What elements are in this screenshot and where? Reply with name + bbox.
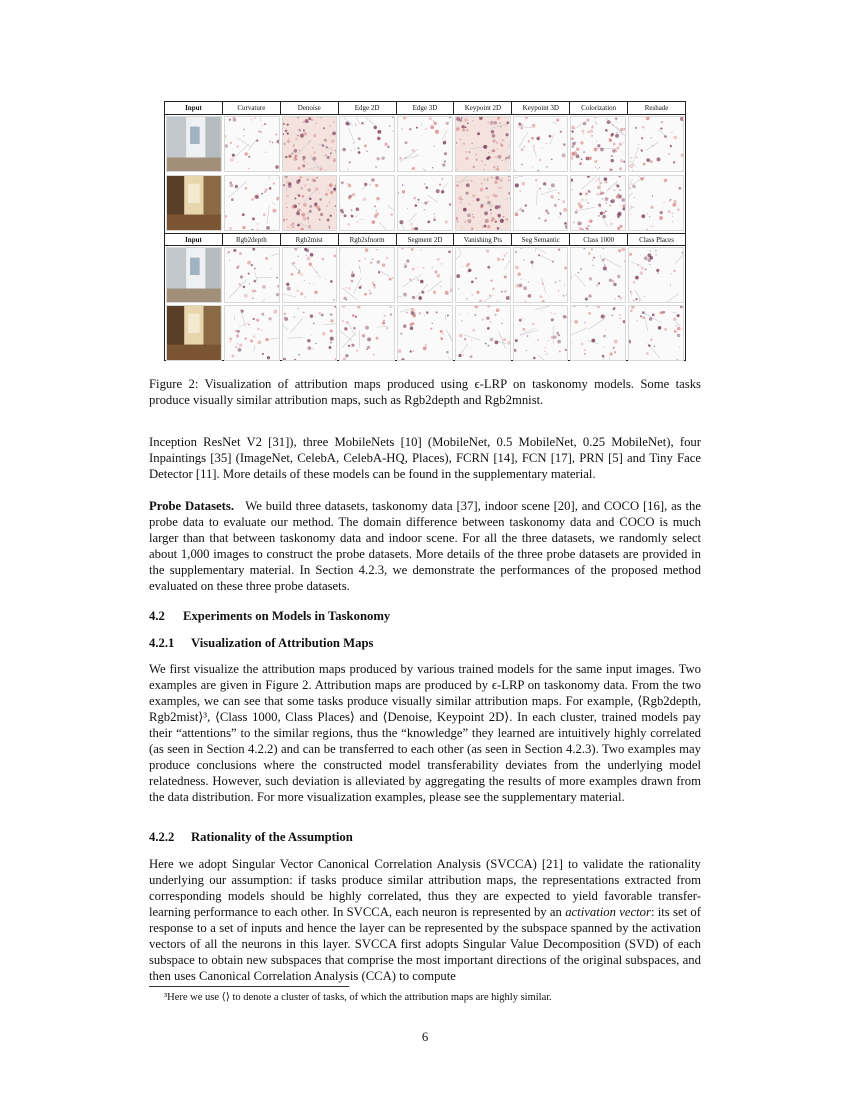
attribution-map	[282, 247, 338, 303]
attribution-map	[513, 247, 569, 303]
figure-column-label: Keypoint 3D	[512, 102, 570, 114]
attribution-map	[455, 247, 511, 303]
rationality-text-a: Here we adopt Singular Vector Canonical Correlation Analysis (SVCCA) [21] to validate the rationality underlying our assumption: if tasks produce similar attribution maps, the representations extracted from corresponding models should be highly correlated, thus they are expected to yield favorable transfer-learning performance to each other. In SVCCA, each neuron is represented by an	[149, 857, 701, 919]
figure-column-label: Curvature	[223, 102, 281, 114]
figure-column-label: Input	[165, 102, 223, 114]
figure-column-label: Edge 3D	[397, 102, 455, 114]
attribution-map	[455, 116, 511, 172]
figure-column-label: Rgb2mist	[281, 234, 339, 245]
figure-column-label: Keypoint 2D	[454, 102, 512, 114]
figure-column-label: Rgb2depth	[223, 234, 281, 245]
figure-row-3	[165, 246, 685, 304]
visualization-paragraph: We first visualize the attribution maps produced by various trained models for the same input images. Two examples are given in Figure 2. Attribution maps are produced by ϵ-LRP on taskonomy data. From the two examples, we can see that some tasks produce visually similar attribution maps. For example, ⟨Rgb2depth, Rgb2mist⟩³, ⟨Class 1000, Class Places⟩ and ⟨Denoise, Keypoint 2D⟩. In each cluster, trained models pay their “attentions” to the similar regions, thus the “knowledge” they learned are intuitively highly correlated (as seen in Section 4.2.2) and can be transferred to each other (as seen in Section 4.2.3). Two examples may produce conclusions where the constructed model transferability deviates from the underlying model relatedness. However, such deviation is alleviated by aggregating the results of more examples drawn from the data distribution. For more visualization examples, please see the supplementary material.	[149, 662, 701, 804]
section-number: 4.2.1	[149, 636, 175, 650]
section-4-2-heading	[149, 609, 390, 624]
figure-header-bottom	[165, 233, 685, 246]
section-title: Rationality of the Assumption	[191, 830, 353, 844]
attribution-map	[628, 247, 684, 303]
figure-column-label: Class Places	[639, 236, 674, 244]
figure-column-label: Seg Semantic	[512, 234, 570, 245]
figure-column-label: Denoise	[281, 102, 339, 114]
attribution-map	[224, 247, 280, 303]
attribution-map	[570, 175, 626, 231]
figure-2	[164, 101, 686, 361]
attribution-map	[628, 305, 684, 361]
attribution-map	[455, 305, 511, 361]
figure-column-label: Edge 2D	[339, 102, 397, 114]
figure-column-label: Segment 2D	[397, 234, 455, 245]
figure-column-label: Input	[165, 234, 223, 245]
figure-header-top	[165, 102, 685, 115]
section-number: 4.2.2	[149, 830, 175, 844]
probe-paragraph	[149, 498, 701, 594]
page-number: 6	[421, 1030, 429, 1044]
attribution-map	[339, 116, 395, 172]
attribution-map	[570, 247, 626, 303]
figure-column-label: Reshade	[644, 104, 669, 112]
attribution-map	[628, 175, 684, 231]
probe-text: We build three datasets, taskonomy data [37], indoor scene [20], and COCO [16], as the probe data to evaluate our method. The domain difference between taskonomy data and COCO is much larger than that between taskonomy data and indoor scene. For all the three datasets, we randomly select about 1,000 images to construct the probe datasets. More details of the three probe datasets are provided in the supplementary material. In Section 4.2.3, we demonstrate the performances of the proposed method evaluated on these three probe datasets.	[149, 499, 701, 593]
section-title: Experiments on Models in Taskonomy	[183, 609, 391, 623]
section-number: 4.2	[149, 609, 165, 623]
figure-row-1	[165, 115, 685, 173]
section-title: Visualization of Attribution Maps	[191, 636, 374, 650]
attribution-map	[455, 175, 511, 231]
attribution-map	[570, 305, 626, 361]
attribution-map	[339, 247, 395, 303]
probe-title: Probe Datasets.	[149, 499, 234, 513]
attribution-map	[282, 305, 338, 361]
attribution-map	[628, 116, 684, 172]
attribution-map	[397, 116, 453, 172]
figure-column-label: Vanishing Pts	[454, 234, 512, 245]
rationality-paragraph	[149, 856, 701, 984]
attribution-map	[224, 175, 280, 231]
figure-column-label: Rgb2sfnorm	[339, 234, 397, 245]
input-image	[166, 247, 222, 303]
footnote: ³Here we use ⟨⟩ to denote a cluster of tasks, of which the attribution maps are highly similar.	[164, 992, 552, 1003]
rationality-emphasis: activation vector	[565, 905, 651, 919]
input-image	[166, 305, 222, 361]
rationality-text-b: : its set of response to a set of inputs and hence the layer can be represented by the subspace spanned by the activation vectors of all the neurons in this layer. SVCCA first adopts Singular Value Decomposition (SVD) of each subspace to obtain new subspaces that comprise the most important directions of the original subspaces, and then uses Canonical Correlation Analysis (CCA) to compute	[149, 905, 701, 983]
input-image	[166, 175, 222, 231]
attribution-map	[513, 305, 569, 361]
attribution-map	[339, 305, 395, 361]
figure-caption: Figure 2: Visualization of attribution maps produced using ϵ-LRP on taskonomy models. Some tasks produce visually similar attribution maps, such as Rgb2depth and Rgb2mnist.	[149, 377, 701, 407]
attribution-map	[397, 305, 453, 361]
figure-row-2	[165, 174, 685, 232]
attribution-map	[513, 175, 569, 231]
attribution-map	[224, 116, 280, 172]
attribution-map	[339, 175, 395, 231]
section-4-2-2-heading	[149, 830, 353, 845]
input-image	[166, 116, 222, 172]
section-4-2-1-heading	[149, 636, 373, 651]
attribution-map	[224, 305, 280, 361]
attribution-map	[570, 116, 626, 172]
attribution-map	[397, 247, 453, 303]
footnote-rule	[149, 986, 349, 987]
attribution-map	[397, 175, 453, 231]
intro-paragraph: Inception ResNet V2 [31]), three MobileNets [10] (MobileNet, 0.5 MobileNet, 0.25 MobileNet), four Inpaintings [35] (ImageNet, CelebA, CelebA-HQ, Places), FCRN [14], FCN [17], PRN [5] and Tiny Face Detector [11]. More details of these models can be found in the supplementary material.	[149, 435, 701, 481]
attribution-map	[282, 116, 338, 172]
figure-row-4	[165, 304, 685, 362]
attribution-map	[513, 116, 569, 172]
attribution-map	[282, 175, 338, 231]
figure-column-label: Colorization	[570, 102, 628, 114]
figure-column-label: Class 1000	[570, 234, 628, 245]
